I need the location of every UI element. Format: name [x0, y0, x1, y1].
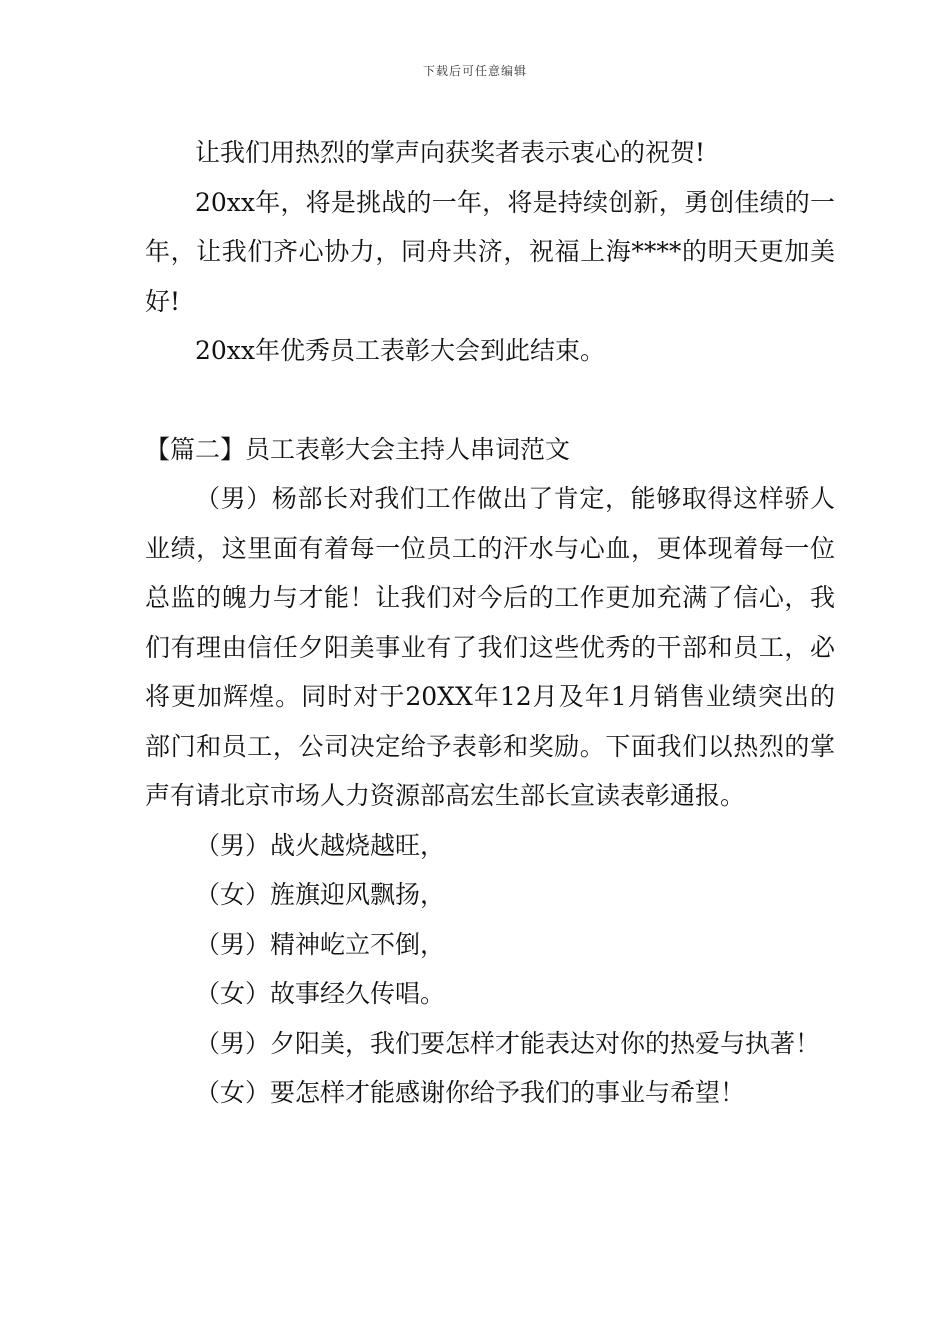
- dialogue-line: （女）故事经久传唱。: [195, 979, 446, 1008]
- dialogue-line: （男）夕阳美，我们要怎样才能表达对你的热爱与执著！: [195, 1028, 821, 1058]
- dialogue-line: （女）要怎样才能感谢你给予我们的事业与希望！: [195, 1078, 746, 1107]
- section-title: 【篇二】员工表彰大会主持人串词范文: [145, 434, 571, 464]
- dialogue-line: （男）精神屹立不倒，: [195, 929, 446, 959]
- paragraph: 20xx年，将是挑战的一年，将是持续创新，勇创佳绩的一年，让我们齐心协力，同舟共济，祝福上海****的明天更加美好!: [145, 187, 835, 316]
- dialogue-line: （女）旌旗迎风飘扬，: [195, 880, 446, 909]
- document-body: [145, 128, 835, 1118]
- section-gap: [145, 376, 835, 425]
- dialogue-line: （男）战火越烧越旺，: [195, 830, 446, 860]
- paragraph: 20xx年优秀员工表彰大会到此结束。: [195, 336, 606, 365]
- paragraph: 让我们用热烈的掌声向获奖者表示衷心的祝贺!: [195, 138, 706, 167]
- page-header: 下载后可任意编辑: [422, 64, 527, 78]
- paragraph: （男）杨部长对我们工作做出了肯定，能够取得这样骄人业绩，这里面有着每一位员工的汗水与心血，更体现着每一位总监的魄力与才能！让我们对今后的工作更加充满了信心，我们有理由信任夕阳美事业有了我们这些优秀的干部和员工，必将更加辉煌。同时对于20XX年12月及年1月销售业绩突出的部门和员工，公司决定给予表彰和奖励。下面我们以热烈的掌声有请北京市场人力资源部高宏生部长宣读表彰通报。: [145, 484, 835, 810]
